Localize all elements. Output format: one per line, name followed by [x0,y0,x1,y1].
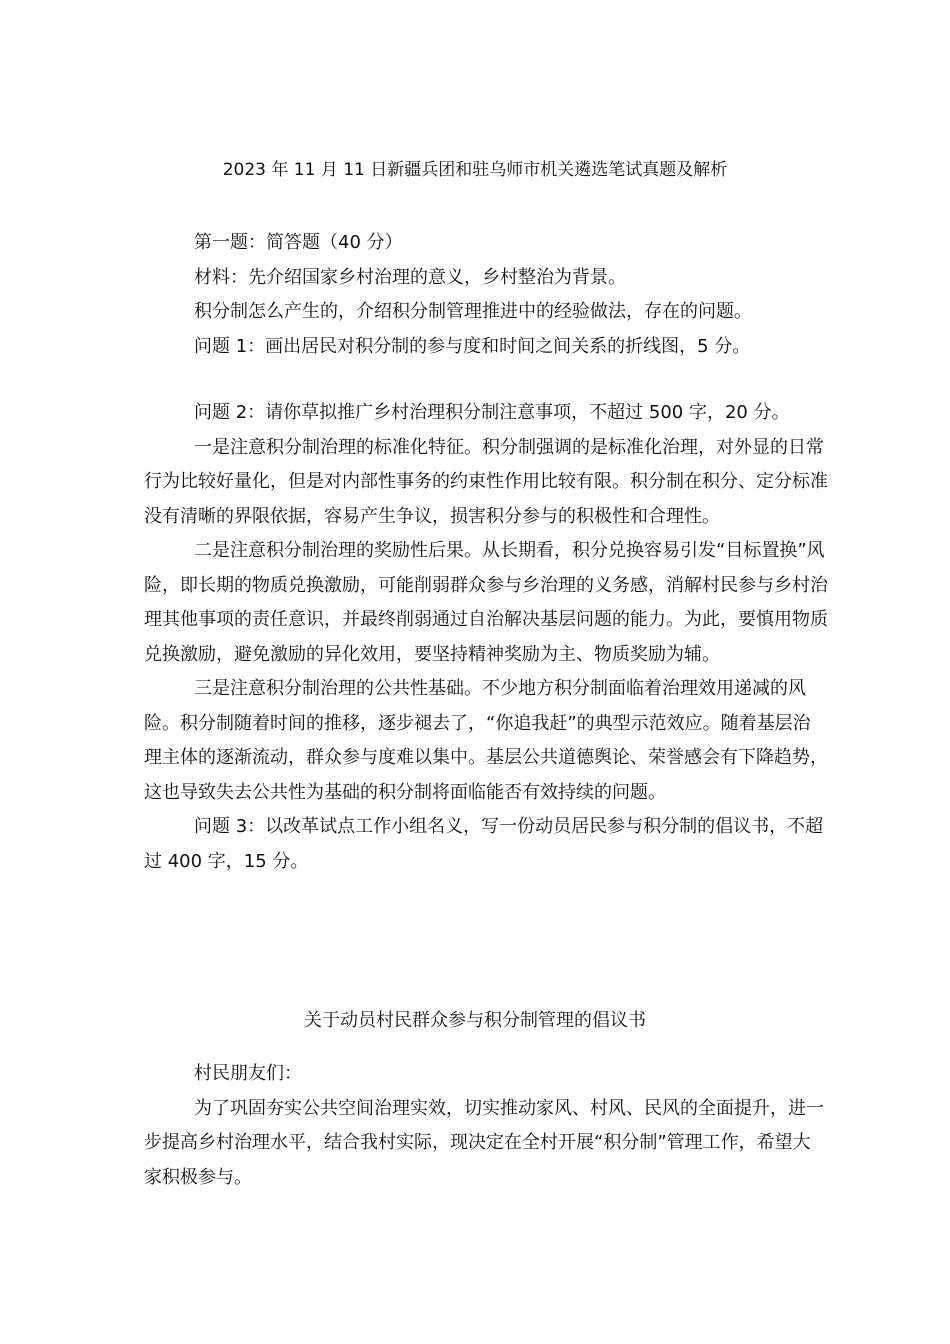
proposal-paragraph: 为了巩固夯实公共空间治理实效，切实推动家风、村风、民风的全面提升，进一步提高乡村治理水平，结合我村实际，现决定在全村开展“积分制”管理工作，希望大家积极参与。 [144,1097,824,1188]
proposal-salutation: 村民朋友们： [194,1063,302,1084]
material-line: 材料：先介绍国家乡村治理的意义，乡村整治为背景。 [194,266,626,288]
paragraph-reward: 二是注意积分制治理的奖励性后果。从长期看，积分兑换容易引发“目标置换”风险，即长期的物质兑换激励，可能削弱群众参与乡治理的义务感，消解村民参与乡村治理其他事项的责任意识，并最终削弱通过自治解决基层问题的能力。为此，要慎用物质兑换激励，避免激励的异化效用，要坚持精神奖励为主、物质奖励为辅。 [144,540,828,665]
paragraph-standardization: 一是注意积分制治理的标准化特征。积分制强调的是标准化治理，对外显的日常行为比较好量化，但是对内部性事务的约束性作用比较有限。积分制在积分、定分标准没有清晰的界限依据，容易产生争议，损害积分参与的积极性和合理性。 [144,436,828,527]
section1-block [144,226,828,364]
question2-line: 问题 2：请你草拟推广乡村治理积分制注意事项，不超过 500 字，20 分。 [194,402,790,423]
section1-heading: 第一题：简答题（40 分） [194,232,403,253]
proposal-block [144,1057,828,1195]
document-title: 2023 年 11 月 11 日新疆兵团和驻乌师市机关遴选笔试真题及解析 [222,160,728,180]
question1-line: 问题 1：画出居民对积分制的参与度和时间之间关系的折线图，5 分。 [194,335,751,357]
section2-block [144,396,828,879]
question3-line: 问题 3：以改革试点工作小组名义，写一份动员居民参与积分制的倡议书，不超过 400 字，15 分。 [144,816,824,872]
paragraph-public: 三是注意积分制治理的公共性基础。不少地方积分制面临着治理效用递减的风险。积分制随着时间的推移，逐步褪去了，“你追我赶”的典型示范效应。随着基层治理主体的逐渐流动，群众参与度难以集中。基层公共道德舆论、荣誉感会有下降趋势，这也导致失去公共性为基础的积分制将面临能否有效持续的问题。 [144,678,828,803]
proposal-title: 关于动员村民群众参与积分制管理的倡议书 [304,1010,646,1031]
background-line: 积分制怎么产生的，介绍积分制管理推进中的经验做法，存在的问题。 [194,301,752,322]
